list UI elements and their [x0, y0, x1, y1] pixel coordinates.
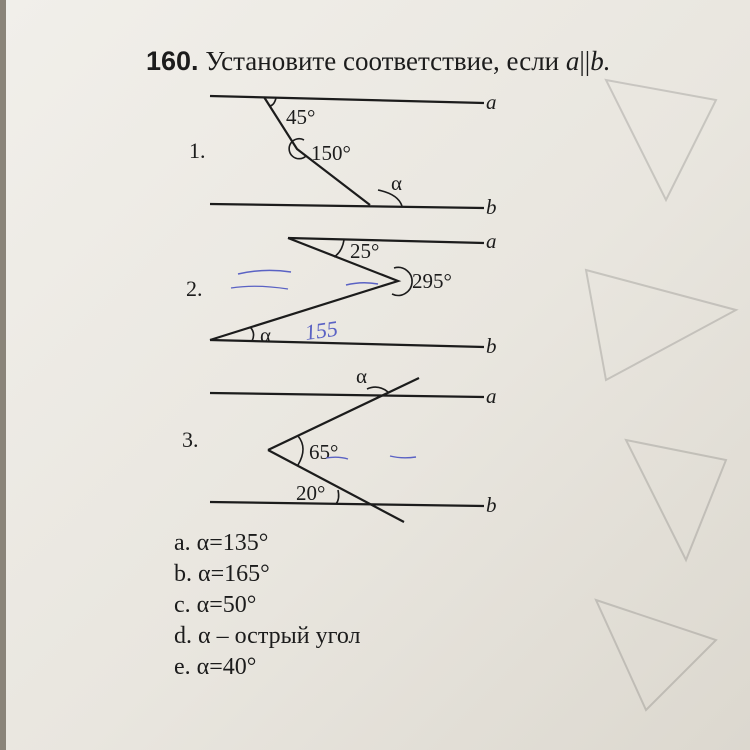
fig1-line-b — [210, 204, 484, 208]
fig1-label-a: a — [486, 90, 497, 114]
pen-mark-1 — [238, 270, 291, 274]
fig1-angle-45: 45° — [286, 105, 316, 129]
fig3-angle-20: 20° — [296, 481, 326, 505]
fig3-line-b — [210, 502, 484, 506]
problem-number: 160. — [146, 46, 199, 76]
answer-text: α=165° — [198, 561, 270, 587]
fig3-upper-ray — [268, 378, 419, 450]
answer-option — [174, 590, 360, 621]
fig2-label-a: a — [486, 229, 497, 253]
fig2-alpha: α — [260, 323, 272, 347]
fig3-label-a: a — [486, 384, 497, 408]
fig3-label-b: b — [486, 493, 497, 517]
fig3-arc-65 — [298, 436, 303, 465]
fig1-line-a — [210, 96, 484, 103]
answer-option — [174, 621, 360, 652]
fig2-arc-25 — [334, 240, 344, 257]
condition-line-b: b. — [590, 46, 611, 76]
condition-line-a: a — [565, 46, 580, 76]
answer-label: d. — [174, 623, 192, 649]
handwritten-155: 155 — [303, 315, 340, 345]
fig2-angle-25: 25° — [350, 239, 380, 263]
fig3-arc-alpha — [367, 387, 388, 392]
fig1-angle-150: 150° — [311, 141, 351, 165]
answer-label: a. — [174, 530, 191, 556]
fig2-arc-alpha — [250, 327, 254, 341]
fig1-index: 1. — [189, 138, 206, 163]
answer-options — [174, 528, 360, 683]
figure-3 — [182, 364, 497, 522]
fig2-line-b — [210, 340, 484, 347]
fig1-alpha: α — [391, 171, 403, 195]
fig2-index: 2. — [186, 276, 203, 301]
fig1-label-b: b — [486, 195, 497, 219]
fig3-line-a — [210, 393, 484, 397]
answer-text: α=50° — [196, 592, 257, 618]
answer-text: α=40° — [196, 654, 257, 680]
fig3-alpha: α — [356, 364, 368, 388]
answer-text: α – острый угол — [198, 623, 361, 649]
fig3-arc-20 — [336, 490, 339, 504]
problem-text: Установите соответствие, если — [205, 46, 560, 76]
answer-option — [174, 528, 360, 559]
answer-label: e. — [174, 654, 191, 680]
answer-text: α=135° — [196, 530, 269, 556]
fig2-angle-295: 295° — [412, 269, 452, 293]
geometry-figures — [6, 0, 750, 750]
answer-option — [174, 559, 360, 590]
answer-label: c. — [174, 592, 191, 618]
parallel-symbol: || — [579, 46, 591, 76]
answer-label: b. — [174, 561, 192, 587]
fig3-index: 3. — [182, 427, 199, 452]
answer-option — [174, 652, 360, 683]
fig2-line-a — [288, 238, 484, 243]
pen-mark-2 — [231, 286, 288, 289]
figure-2 — [186, 229, 497, 358]
fig3-angle-65: 65° — [309, 440, 339, 464]
pen-mark-4 — [390, 456, 416, 458]
pen-mark-3 — [346, 283, 378, 285]
figure-1 — [189, 90, 497, 219]
textbook-page — [6, 0, 750, 750]
fig2-label-b: b — [486, 334, 497, 358]
